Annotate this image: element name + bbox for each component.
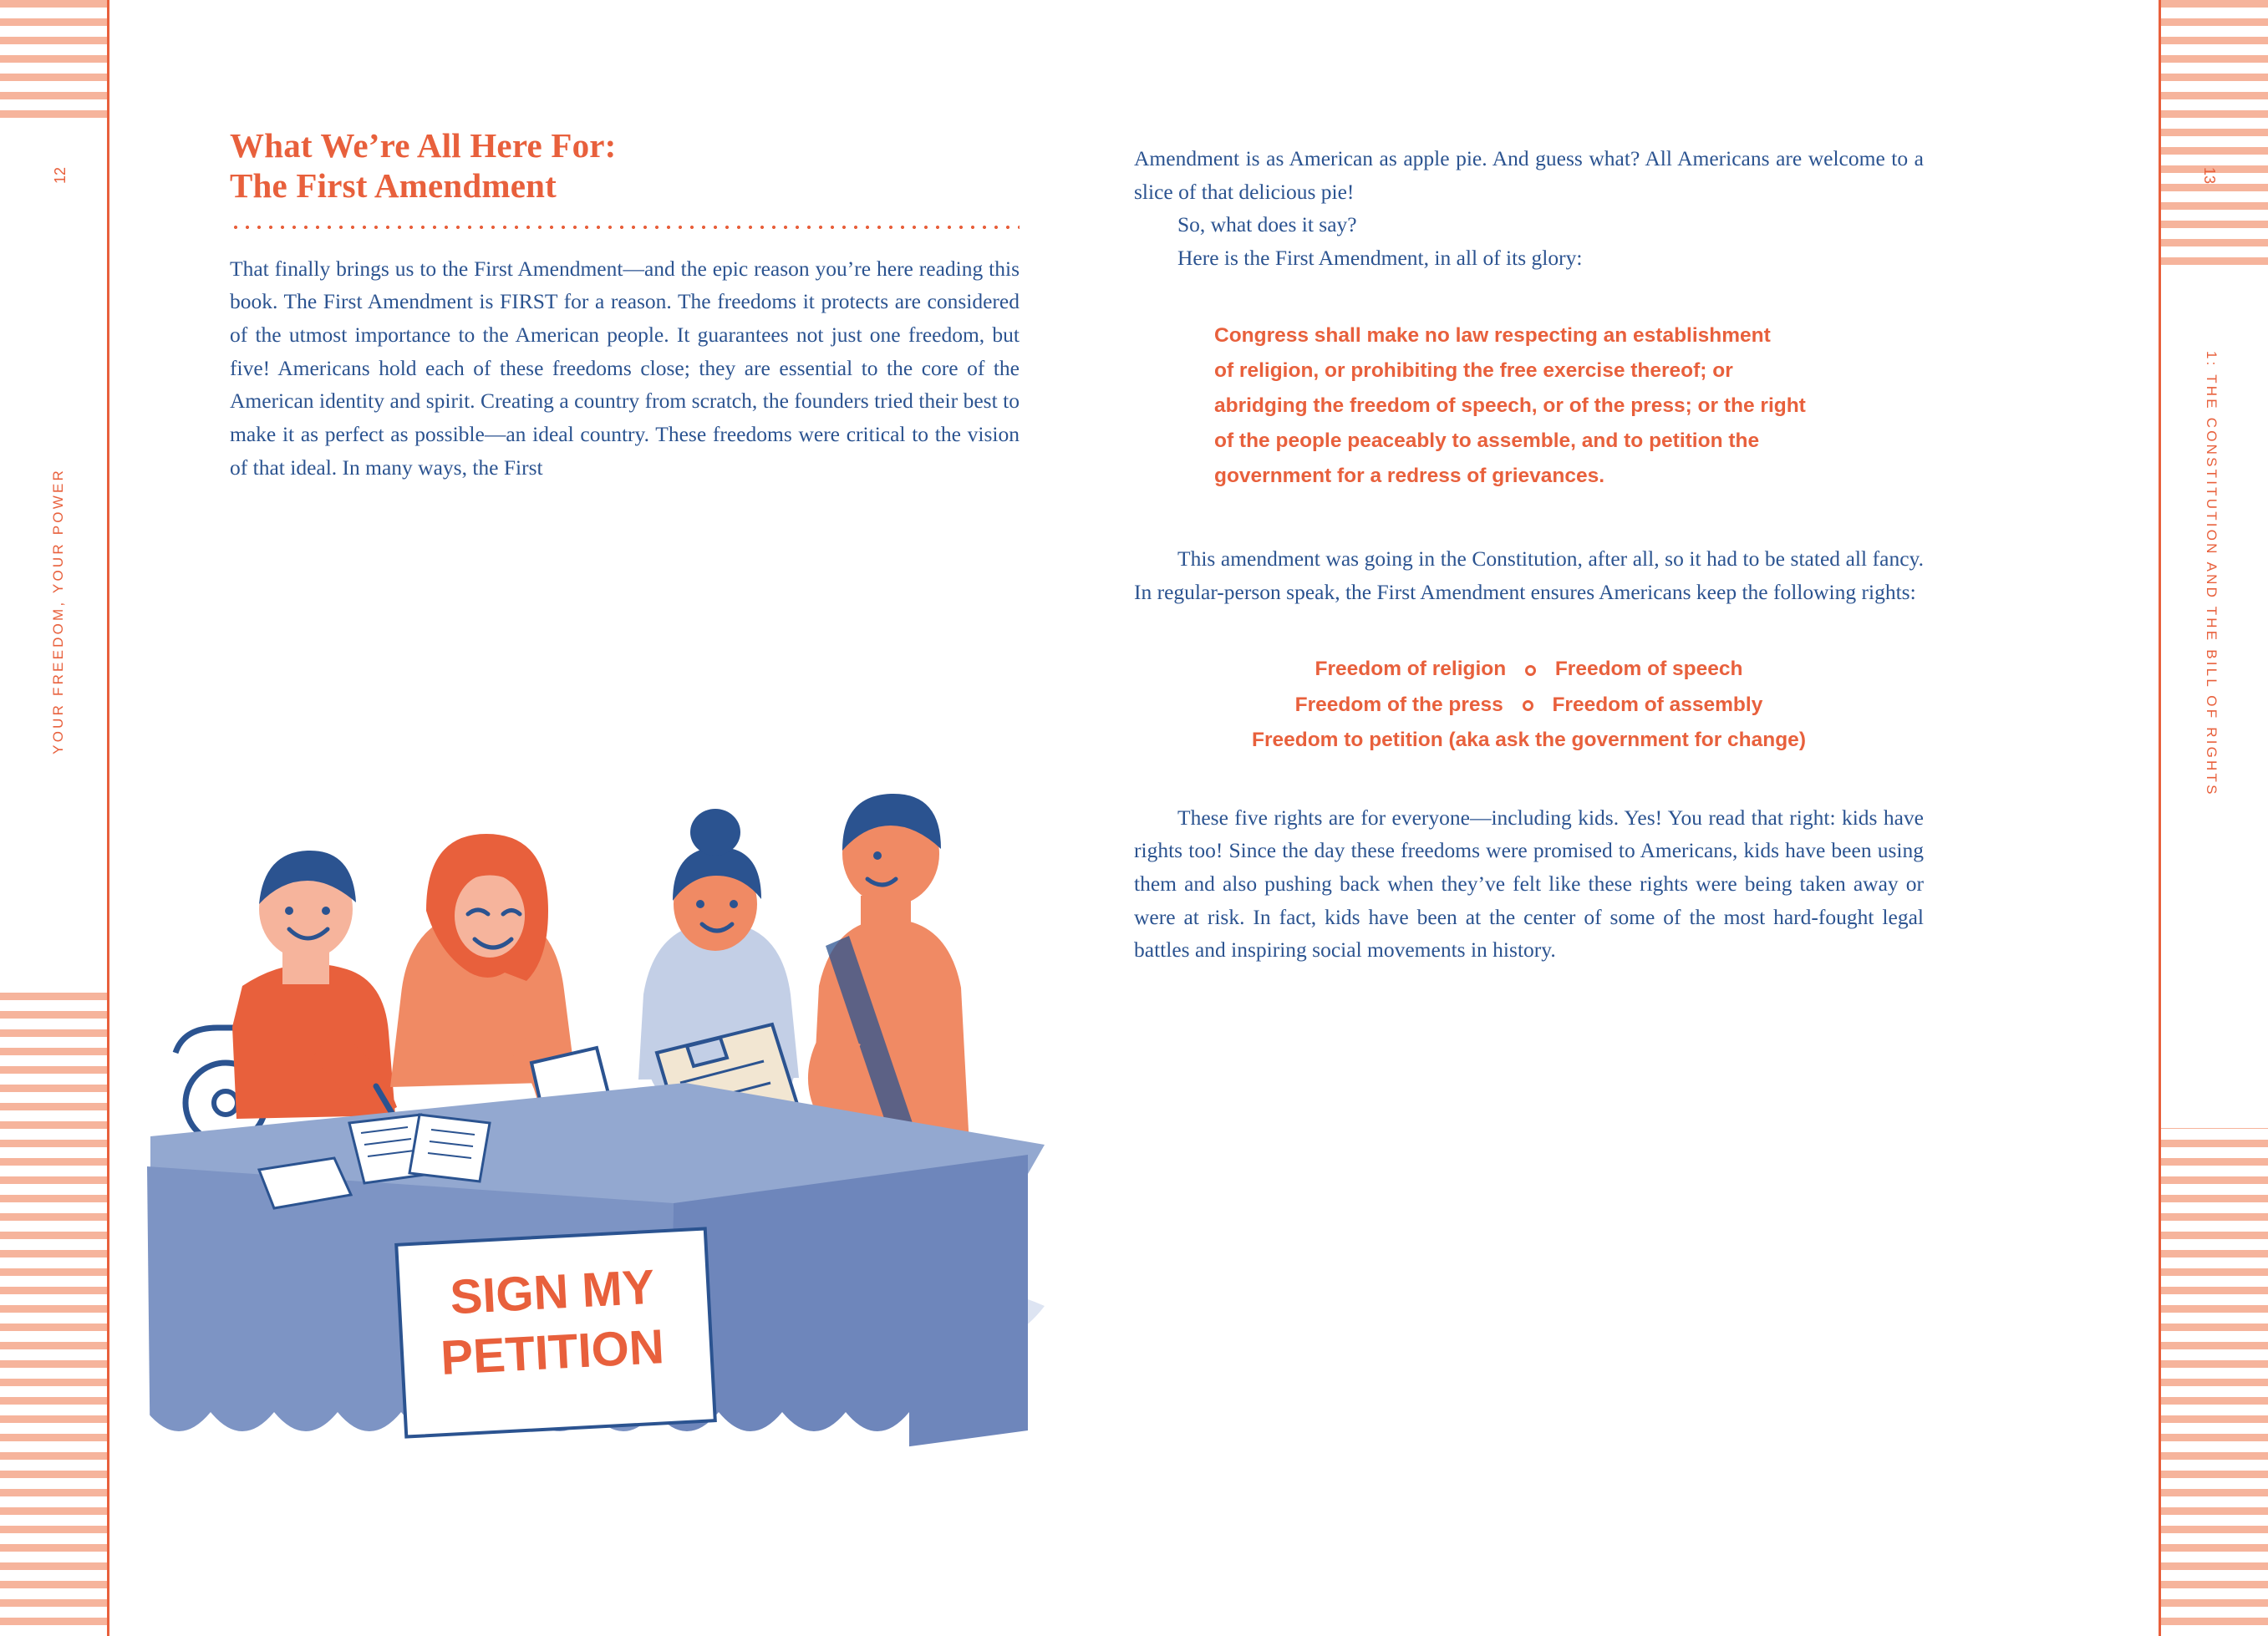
first-amendment-quote xyxy=(1214,318,1950,495)
page-title xyxy=(230,125,1015,206)
right-paragraph-1: Amendment is as American as apple pie. And guess what? All Americans are welcome to a slice of that delicious pie! xyxy=(1134,146,1924,204)
page-title-line1: What We’re All Here For: xyxy=(230,126,617,165)
figure-woman-hijab xyxy=(390,834,615,1136)
bullet-dot-icon xyxy=(1525,665,1536,676)
left-vertical-rule xyxy=(107,0,109,1636)
freedom-assembly: Freedom of assembly xyxy=(1552,693,1763,716)
svg-text:PETITION: PETITION xyxy=(439,1319,666,1385)
left-decorative-edge xyxy=(0,0,109,1636)
illustration-students-petition xyxy=(125,635,1128,1479)
quote-line-3: abridging the freedom of speech, or of the press; or the right xyxy=(1214,394,1806,417)
page-title-line2: The First Amendment xyxy=(230,166,557,206)
quote-line-1: Congress shall make no law respecting an establishment xyxy=(1214,323,1771,347)
running-head-right: 1: THE CONSTITUTION AND THE BILL OF RIGHTS xyxy=(2204,351,2220,797)
right-paragraph-3: Here is the First Amendment, in all of its glory: xyxy=(1177,245,1583,270)
right-paragraph-2: So, what does it say? xyxy=(1177,212,1357,237)
five-freedoms-list xyxy=(1134,652,1924,757)
page-number-right: 13 xyxy=(2201,167,2218,185)
freedoms-line-3: Freedom to petition (aka ask the government for change) xyxy=(1252,728,1806,751)
running-head-left: YOUR FREEDOM, YOUR POWER xyxy=(50,468,66,754)
svg-text:SIGN MY: SIGN MY xyxy=(448,1259,656,1325)
page-number-left: 12 xyxy=(52,167,69,185)
dotted-divider xyxy=(230,225,1020,229)
freedom-speech: Freedom of speech xyxy=(1554,658,1743,681)
bullet-dot-icon xyxy=(1523,700,1533,711)
petition-table xyxy=(125,1083,1045,1479)
figure-boy-wheelchair xyxy=(175,851,414,1151)
quote-line-2: of religion, or prohibiting the free exercise thereof; or xyxy=(1214,358,1733,382)
right-page xyxy=(1134,0,2268,1636)
right-paragraph-4: This amendment was going in the Constitution, after all, so it had to be stated all fancy. In regular-person speak, the First Amendment ensures Americans keep the following rights: xyxy=(1134,546,1924,604)
right-paragraph-5: These five rights are for everyone—including kids. Yes! You read that right: kids have rights too! Since the day these freedoms were promised to Americans, kids have been using them and also pushing back when they’ve felt like these rights were being taken away or were at risk. In fact, kids have been at the center of some of the most hard-fought legal battles and inspiring social movements in history. xyxy=(1134,805,1924,963)
left-text-column xyxy=(0,0,1134,484)
right-text-column xyxy=(1134,0,2268,967)
quote-line-5: government for a redress of grievances. xyxy=(1214,465,1605,488)
right-decorative-edge xyxy=(2159,0,2268,1636)
freedoms-line-2 xyxy=(1134,688,1924,723)
spacer xyxy=(1134,494,2268,519)
left-body-paragraph: That finally brings us to the First Amendment—and the epic reason you’re here reading this book. The First Amendment is FIRST for a reason. The freedoms it protects are considered of the utmost importance to the American people. It guarantees not just one freedom, but five! Americans hold each of these freedoms close; they are essential to the core of the American identity and spirit. Creating a country from scratch, the founders tried their best to make it as perfect as possible—an ideal country. These freedoms were critical to the vision of that ideal. In many ways, the First xyxy=(230,256,1020,480)
right-vertical-rule xyxy=(2159,0,2161,1636)
quote-line-4: of the people peaceably to assemble, and to petition the xyxy=(1214,429,1760,452)
freedom-press: Freedom of the press xyxy=(1294,693,1503,716)
freedoms-line-1 xyxy=(1134,652,1924,687)
freedom-religion: Freedom of religion xyxy=(1315,658,1507,681)
